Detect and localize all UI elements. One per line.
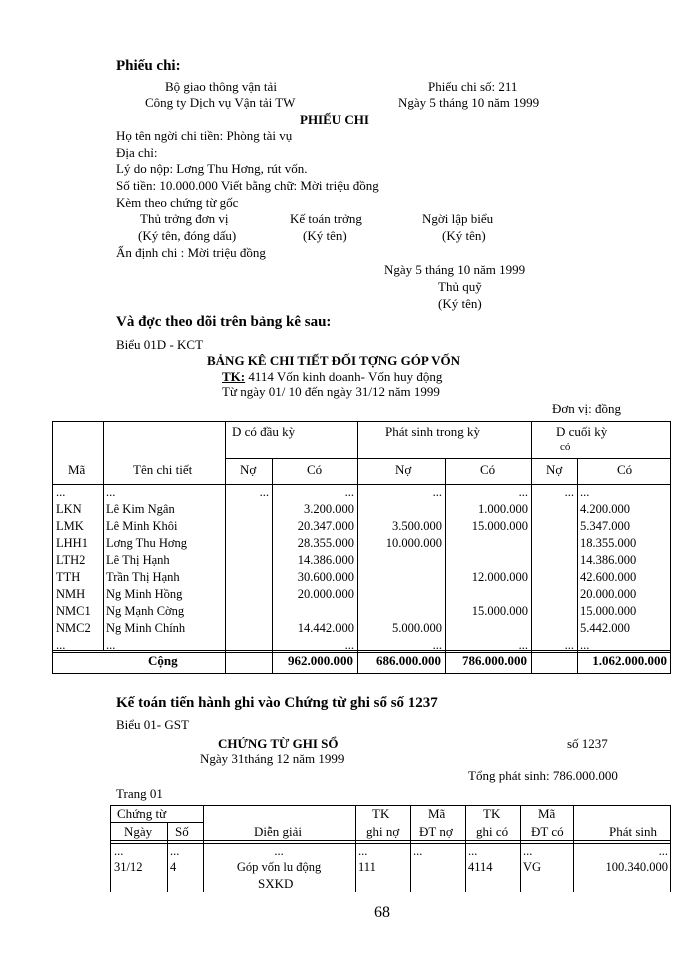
cell-dtc: VG (523, 860, 542, 874)
cell-md: 5.000.000 (392, 621, 442, 635)
cell-md: 3.500.000 (392, 519, 442, 533)
cell-oc: 3.200.000 (304, 502, 354, 516)
header-movement-credit: Có (480, 462, 496, 477)
cell-name: Lê Minh Khôi (106, 519, 178, 533)
cell-cc: 5.347.000 (580, 519, 630, 533)
fixed-amount-line: Ấn định chi : Mời triệu đồng (116, 245, 266, 260)
section3-form-code: Biểu 01- GST (116, 717, 189, 732)
cell-mc: 12.000.000 (471, 570, 528, 584)
cell-oc: 20.000.000 (297, 587, 354, 601)
header-ghico: ghi có (476, 824, 509, 839)
phieu-date: Ngày 5 tháng 10 năm 1999 (398, 95, 540, 110)
phieu-chi-heading: Phiếu chi: (116, 58, 181, 74)
header-opening-credit: Có (307, 462, 323, 477)
cell-mc: 15.000.000 (471, 604, 528, 618)
phieu-title: PHIẾU CHI (300, 112, 369, 127)
page-label: Trang 01 (116, 786, 163, 801)
section2-heading: Và đợc theo dõi trên bảng kê sau: (116, 314, 332, 330)
cell-cc: 42.600.000 (580, 570, 637, 584)
cell-name: ... (106, 638, 116, 652)
total-movement-debit: 686.000.000 (376, 653, 441, 668)
attachment-line: Kèm theo chứng từ gốc (116, 195, 239, 210)
cell-tkn: ... (358, 844, 368, 858)
detail-table-title: BẢNG KÊ CHI TIẾT ĐỐI TỢNG GÓP VỐN (207, 353, 460, 368)
period-line: Từ ngày 01/ 10 đến ngày 31/12 năm 1999 (222, 384, 440, 399)
header-opening-debit: Nợ (240, 462, 257, 477)
header-no: Số (175, 824, 189, 839)
total-opening-credit: 962.000.000 (288, 653, 353, 668)
header-closing-sub: có (560, 441, 571, 453)
cell-desc: Góp vốn lu động (236, 860, 322, 874)
cell-cc: ... (580, 485, 590, 499)
cell-amt: 100.340.000 (605, 860, 668, 874)
cell-cd: ... (564, 485, 574, 499)
cell-name: Ng Minh Hồng (106, 587, 183, 601)
header-name: Tên chi tiết (133, 462, 193, 477)
header-ma-debit: Mã (428, 806, 446, 821)
cell-cd: ... (564, 638, 574, 652)
cell-no: 4 (170, 860, 177, 874)
table-row (111, 844, 671, 860)
cell-tkn: 111 (358, 860, 376, 874)
cell-code: LMK (56, 519, 84, 533)
sig-accountant: Kế toán trởng (290, 211, 362, 226)
phieu-number: Phiếu chi số: 211 (428, 79, 518, 94)
cell-oc: 20.347.000 (297, 519, 354, 533)
cell-cc: 15.000.000 (580, 604, 637, 618)
unit-label: Đơn vị: đồng (552, 401, 621, 416)
header-voucher: Chứng từ (117, 806, 167, 821)
cell-day: ... (114, 844, 124, 858)
tk-label: TK: (222, 369, 246, 384)
cell-name: Ng Mạnh Cờng (106, 604, 185, 618)
header-ma-credit: Mã (538, 806, 556, 821)
voucher-desc-cont: SXKD (258, 876, 294, 891)
cell-mc: ... (518, 638, 528, 652)
header-code: Mã (68, 462, 86, 477)
header-ghino: ghi nợ (366, 824, 400, 839)
header-day: Ngày (124, 824, 153, 839)
header-amount: Phát sinh (609, 824, 658, 839)
header-movement: Phát sinh trong kỳ (385, 424, 480, 439)
cell-code: LHH1 (56, 536, 88, 550)
cell-code: NMH (56, 587, 86, 601)
cell-cc: 4.200.000 (580, 502, 630, 516)
sig-preparer: Ngời lập biểu (422, 211, 494, 226)
cell-oc: 28.355.000 (297, 536, 354, 550)
header-tk-debit: TK (372, 806, 390, 821)
total-closing-credit: 1.062.000.000 (592, 653, 667, 668)
cell-cc: ... (580, 638, 590, 652)
cell-md: ... (432, 638, 442, 652)
sig-head-unit: Thủ trởng đơn vị (140, 211, 229, 226)
cell-mc: 1.000.000 (478, 502, 528, 516)
cashier-note: (Ký tên) (438, 296, 482, 311)
cell-code: NMC2 (56, 621, 91, 635)
cell-oc: 30.600.000 (297, 570, 354, 584)
cell-name: Trần Thị Hạnh (106, 570, 180, 584)
cell-code: TTH (56, 570, 81, 584)
cell-cc: 5.442.000 (580, 621, 630, 635)
section3-heading: Kế toán tiến hành ghi vào Chứng từ ghi sổ số 1237 (116, 695, 438, 711)
cell-code: LTH2 (56, 553, 86, 567)
cell-name: Ng Minh Chính (106, 621, 186, 635)
voucher-date: Ngày 31tháng 12 năm 1999 (200, 751, 345, 766)
cell-md: 10.000.000 (385, 536, 442, 550)
total-label: Cộng (148, 653, 178, 668)
section2-form-code: Biểu 01D - KCT (116, 337, 204, 352)
total-movement: Tổng phát sinh: 786.000.000 (468, 768, 618, 783)
cell-code: NMC1 (56, 604, 91, 618)
cell-md: ... (432, 485, 442, 499)
cell-mc: 15.000.000 (471, 519, 528, 533)
header-dtco: ĐT có (531, 824, 564, 839)
cell-cc: 20.000.000 (580, 587, 637, 601)
voucher-table-body (111, 844, 671, 876)
header-closing-debit: Nợ (546, 462, 563, 477)
cell-dtc: ... (523, 844, 533, 858)
cell-code: LKN (56, 502, 82, 516)
cell-tkc: ... (468, 844, 478, 858)
header-closing: D cuối kỳ (556, 424, 608, 439)
page-number: 68 (374, 904, 390, 921)
address-line: Địa chỉ: (116, 145, 158, 160)
phieu-date-2: Ngày 5 tháng 10 năm 1999 (384, 262, 526, 277)
header-tk-credit: TK (483, 806, 501, 821)
company-name: Công ty Dịch vụ Vận tải TW (145, 95, 296, 110)
header-movement-debit: Nợ (395, 462, 412, 477)
cell-oc: ... (344, 638, 354, 652)
recipient-line: Họ tên ngời chi tiền: Phòng tài vụ (116, 128, 293, 143)
cell-oc: 14.386.000 (297, 553, 354, 567)
cell-code: ... (56, 638, 66, 652)
cell-tkc: 4114 (468, 860, 493, 874)
cell-dtn: ... (413, 844, 423, 858)
cell-name: Lê Kim Ngân (106, 502, 175, 516)
tk-value: 4114 Vốn kinh doanh- Vốn huy động (245, 369, 443, 384)
cell-name: Lơng Thu Hơng (106, 536, 188, 550)
cell-amt: ... (658, 844, 668, 858)
cell-desc: ... (274, 844, 284, 858)
header-desc: Diễn giải (254, 824, 303, 839)
header-opening: D có đầu kỳ (232, 424, 296, 439)
cell-name: ... (106, 485, 116, 499)
table-row (111, 860, 671, 876)
sig-preparer-note: (Ký tên) (442, 228, 486, 243)
cell-code: ... (56, 485, 66, 499)
cell-oc: 14.442.000 (297, 621, 354, 635)
cell-od: ... (259, 485, 269, 499)
reason-line: Lý do nộp: Lơng Thu Hơng, rút vốn. (116, 161, 308, 176)
voucher-title: CHỨNG TỪ GHI SỔ (218, 736, 339, 751)
cell-day: 31/12 (114, 860, 143, 874)
cell-dtn (410, 860, 465, 876)
cell-no: ... (170, 844, 180, 858)
cell-name: Lê Thị Hạnh (106, 553, 170, 567)
org-name: Bộ giao thông vận tải (165, 79, 277, 94)
cell-mc: ... (518, 485, 528, 499)
cell-oc: ... (344, 485, 354, 499)
amount-line: Số tiền: 10.000.000 Viết bằng chữ: Mời triệu đồng (116, 178, 379, 193)
header-dtno: ĐT nợ (419, 824, 453, 839)
voucher-number: số 1237 (567, 736, 608, 751)
cell-cc: 18.355.000 (580, 536, 637, 550)
sig-accountant-note: (Ký tên) (303, 228, 347, 243)
cashier-label: Thủ quỹ (438, 279, 482, 294)
header-closing-credit: Có (617, 462, 633, 477)
sig-head-unit-note: (Ký tên, đóng dấu) (138, 228, 237, 243)
total-movement-credit: 786.000.000 (462, 653, 527, 668)
cell-cc: 14.386.000 (580, 553, 637, 567)
